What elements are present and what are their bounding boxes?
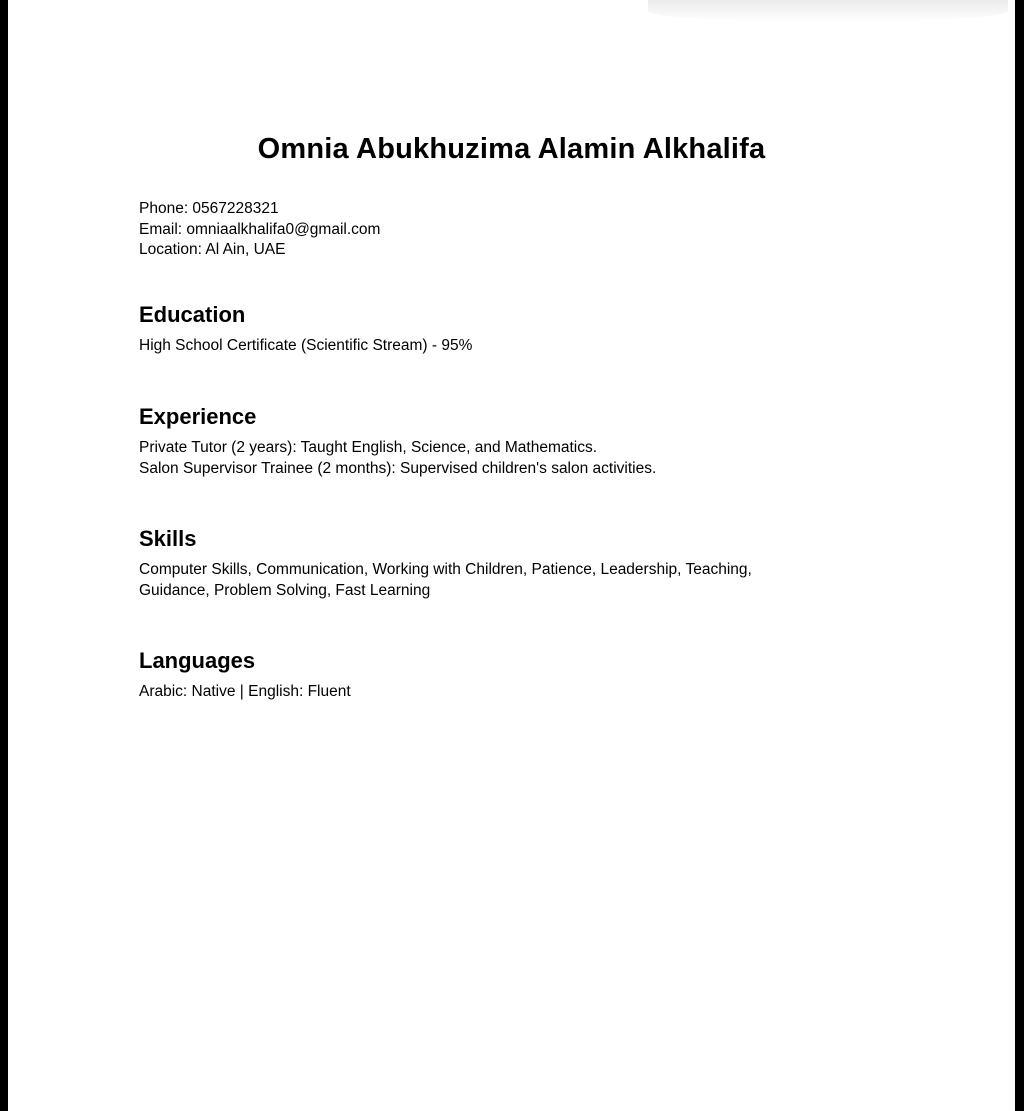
page-shadow (648, 0, 1008, 22)
experience-line: Private Tutor (2 years): Taught English, Science, and Mathematics. (139, 439, 598, 456)
section-heading-experience: Experience (139, 404, 257, 429)
section-body-experience (139, 438, 656, 479)
section-heading-education: Education (139, 302, 246, 327)
experience-line: Salon Supervisor Trainee (2 months): Supervised children's salon activities. (139, 459, 657, 477)
languages-line: Arabic: Native | English: Fluent (139, 683, 351, 700)
contact-location: Location: Al Ain, UAE (139, 241, 286, 258)
contact-email: Email: omniaalkhalifa0@gmail.com (139, 220, 381, 238)
section-body-education (139, 336, 472, 357)
contact-phone: Phone: 0567228321 (139, 200, 279, 217)
section-education (139, 301, 472, 357)
section-heading-languages: Languages (139, 648, 256, 673)
skills-line: Guidance, Problem Solving, Fast Learning (139, 581, 431, 599)
contact-info (139, 199, 380, 261)
resume-name: Omnia Abukhuzima Alamin Alkhalifa (257, 133, 766, 165)
section-body-languages (139, 682, 351, 703)
section-experience (139, 403, 656, 479)
skills-line: Computer Skills, Communication, Working with Children, Patience, Leadership, Teaching, (139, 561, 752, 578)
section-languages (139, 647, 351, 703)
section-body-skills (139, 560, 752, 601)
section-skills (139, 525, 752, 601)
section-heading-skills: Skills (139, 526, 197, 551)
document-page (8, 0, 1015, 1111)
education-line: High School Certificate (Scientific Stream) - 95% (139, 337, 473, 354)
